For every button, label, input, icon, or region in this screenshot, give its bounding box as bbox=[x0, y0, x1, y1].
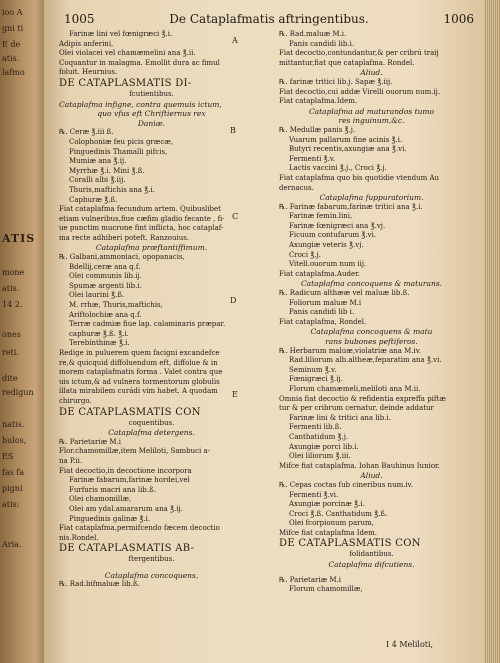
text-line: ue punctim mucrone fint inflicta, hoc cataplaf- bbox=[59, 224, 224, 233]
recipe-title: Coralli albi ℥.iij. bbox=[69, 176, 126, 185]
text-line: Coquantur in malagma. Emollit dura ac fimul bbox=[59, 58, 220, 67]
text-line: Fiat cataplafma fecundum artem. Quibuslibet bbox=[59, 205, 221, 214]
recipe-title: Cataplafma infigne, contra quemuis ictum, bbox=[59, 99, 222, 109]
recipe-title: Fermenti ℥.v. bbox=[289, 154, 336, 163]
recipe-title: Olei liliorum ℥.iii. bbox=[289, 452, 351, 461]
recipe-title: Bdellij,ceræ ana q.f. bbox=[69, 262, 141, 271]
text-line: re,& quicquid diffoluendum eft, diffolue & in bbox=[59, 358, 218, 367]
recipe-title: Axungiæ porci lib.i. bbox=[289, 442, 359, 451]
recipe-title: Olei fcorpionum parum, bbox=[289, 519, 374, 528]
left-page-fragment: ES bbox=[2, 452, 14, 461]
recipe-title: Cataplafma difcutiens. bbox=[328, 560, 415, 570]
left-page-fragment: E de bbox=[2, 40, 21, 49]
text-line: morem cataplafmatis forma . Valet contra que bbox=[59, 368, 223, 377]
text-line: ℞. Cepas coctas fub cineribus num.iv. bbox=[279, 480, 414, 489]
left-page-fragment: ones bbox=[2, 330, 21, 339]
signature-mark: I 4 Meliloti, bbox=[386, 640, 434, 649]
text-line: ℞. Farinæ fabarum,farinæ tritici ana ℥.i. bbox=[279, 202, 423, 211]
left-page-fragment: dite bbox=[2, 374, 18, 383]
left-page-fragment: pigni bbox=[2, 484, 23, 493]
text-line: nis.Rondel. bbox=[59, 533, 99, 542]
recipe-title: Pinguedinis galinæ ℥.i. bbox=[69, 514, 151, 523]
text-line: Redige in puluerem quem facigni excandefce bbox=[59, 349, 220, 357]
running-title: De Cataplafmatis aftringentibus. bbox=[169, 12, 369, 26]
text-line: ℞. Radicum althææ vel maluæ lib.ß. bbox=[279, 289, 410, 298]
book-page bbox=[44, 0, 484, 663]
text-line: ℞. Herbarum maluæ,violatriæ ana M.iv. bbox=[279, 346, 422, 355]
text-line: Mifce fiat cataplafma. Iohan Bauhinus Iunior. bbox=[279, 461, 440, 470]
text-line: Mifce fiat cataplafma Idem. bbox=[279, 528, 378, 537]
text-line: Fiat cataplafma,permifcendo fæcem decoctio bbox=[59, 524, 220, 533]
text-line: uis ictum,& ad vulnera tormentorum globulis bbox=[59, 377, 220, 386]
left-page-fragment: fas fa bbox=[2, 468, 25, 477]
left-page-fragment: ATIS bbox=[2, 232, 36, 245]
margin-letter-b: B bbox=[230, 126, 236, 135]
recipe-title: Cataplafma præftantiffimum. bbox=[95, 243, 208, 253]
text-line: illata mirabilem curádi vim habet. A quodam bbox=[59, 387, 218, 396]
text-line: Fiat cataplafma.Idem. bbox=[279, 97, 358, 106]
recipe-title: Furfuris macri ana lib.ß. bbox=[69, 485, 156, 494]
text-line: ℞. Ceræ ℥.iii ß. bbox=[59, 128, 114, 137]
recipe-title: Terebinthinæ ℥.i. bbox=[69, 339, 130, 348]
recipe-title: Caphuræ ℥.ß. bbox=[69, 195, 118, 204]
text-line: ℞. Rad.maluæ M.i. bbox=[279, 30, 347, 38]
recipe-title: Fœnigræci ℥.ij. bbox=[289, 375, 343, 384]
section-heading: DE CATAPLASMATIS DI- bbox=[59, 77, 192, 89]
text-line: chirurgo. bbox=[59, 396, 92, 405]
margin-letter-d: D bbox=[230, 296, 237, 305]
recipe-title: Olei am ydal.amararum ana ℥.ij. bbox=[69, 504, 183, 513]
text-line: Fiat cataplafma.Auder. bbox=[279, 269, 360, 278]
text-line: ℞. Galbani,ammoniaci, opopanacis, bbox=[59, 253, 185, 262]
left-page-fragment: mone bbox=[2, 268, 25, 277]
left-page-fragment: atis: bbox=[2, 500, 20, 509]
recipe-title: Panis candidi lib.i. bbox=[289, 39, 355, 48]
section-heading: DE CATAPLASMATIS CON bbox=[279, 538, 421, 550]
recipe-title: Ariftolochiæ ana q.f. bbox=[69, 310, 142, 319]
left-text-column bbox=[59, 30, 244, 590]
left-page-fragment: 14 2. bbox=[2, 300, 23, 309]
recipe-title: Farinæ fœnigræci ana ℥.vj. bbox=[289, 221, 386, 230]
text-line: Fiat cataplafma, Rondel. bbox=[279, 317, 367, 326]
text-line: ℞. Parietariæ M.i bbox=[59, 437, 122, 446]
recipe-title: Vuarum pallarum fine acinis ℥.i. bbox=[289, 135, 403, 144]
text-line: etiam vulneribus,fiue cæfim gladio fecante , fi- bbox=[59, 214, 225, 223]
recipe-title: Axungiæ porcinæ ℥.i. bbox=[289, 500, 365, 509]
text-line: Omnia fiat decoctio & refidentia expreffa piftæ bbox=[279, 394, 446, 403]
recipe-title: res inguinum,&c. bbox=[338, 116, 405, 126]
recipe-title: Farinæ femin.lini, bbox=[289, 212, 353, 221]
recipe-title: M. rrhæ, Thuris,maftichis, bbox=[69, 301, 163, 310]
page-number-right: 1006 bbox=[443, 12, 474, 26]
recipe-title: Seminum ℥.v. bbox=[289, 365, 337, 374]
recipe-title: Croci ℥.j. bbox=[289, 250, 321, 259]
recipe-title: Farinæ fabarum,farinæ hordei,vel bbox=[69, 476, 190, 485]
recipe-title: Ficuum contufarum ℥.vi. bbox=[289, 231, 377, 240]
text-line: Olei violacei vel chamæmelini ana ℥.ii. bbox=[59, 49, 196, 58]
recipe-title: Farinæ lini & tritici ana lib.i. bbox=[289, 413, 391, 422]
margin-letter-a: A bbox=[232, 36, 238, 45]
text-line: mittantur,fiat que cataplafma. Rondel. bbox=[279, 58, 415, 67]
left-page-fragment: Aria. bbox=[2, 540, 22, 549]
recipe-title: Lactis vaccini ℥.j., Croci ℥.j. bbox=[289, 164, 387, 173]
recipe-title: Aliud. bbox=[360, 471, 383, 481]
recipe-title: Fermenti lib.ß. bbox=[289, 423, 342, 432]
recipe-title: caphuræ ℥.ß. ℥.i. bbox=[69, 329, 129, 338]
running-head bbox=[64, 12, 474, 28]
text-line: ftergentibus. bbox=[128, 555, 175, 564]
recipe-title: Cataplafma detergens. bbox=[108, 428, 195, 438]
recipe-title: Spumæ argenti lib.i. bbox=[69, 281, 142, 290]
text-line: ℞. Rad.bifmaluæ lib.ß. bbox=[59, 580, 140, 589]
left-page-fragment: atis. bbox=[2, 284, 20, 293]
text-line: Fiat decoctio,cui addæ Virelli ouorum num.ij. bbox=[279, 87, 441, 96]
recipe-title: Olei chamomillæ, bbox=[69, 495, 132, 504]
recipe-title: Colophoniæ feu picis græcæ, bbox=[69, 137, 174, 146]
recipe-title: Foliorum maluæ M.i bbox=[289, 298, 362, 307]
text-line: Fiat cataplafma quo bis quotidie vtendum Au bbox=[279, 173, 440, 182]
text-line: ℞. Parietariæ M.i bbox=[279, 575, 342, 584]
text-line: coquentibus. bbox=[128, 418, 175, 427]
facing-left-page bbox=[0, 0, 44, 663]
recipe-title: Cataplafma concoquens, bbox=[104, 570, 199, 580]
text-line: ma recte adhiberi poteft. Ranzouius. bbox=[59, 233, 190, 242]
recipe-title: Rad.liliorum alb.altheæ,feparatim ana ℥.vi. bbox=[289, 356, 442, 365]
page-number-left: 1005 bbox=[64, 12, 95, 26]
recipe-title: Cataplafma concoquens & matu bbox=[310, 327, 433, 337]
left-page-fragment: redigun bbox=[2, 388, 34, 397]
text-line: foluit. Heurnius. bbox=[59, 68, 118, 77]
text-line: Fiat decoctio,contundantur,& per cribrú traij bbox=[279, 49, 439, 58]
text-line: tur & per cribrum cernatur, deinde addatur bbox=[279, 404, 434, 413]
recipe-title: Panis candidi lib i. bbox=[289, 308, 355, 317]
text-line: folidantibus. bbox=[349, 550, 394, 559]
section-heading: DE CATAPLASMATIS AB- bbox=[59, 543, 195, 555]
left-page-fragment: lafmo bbox=[2, 68, 25, 77]
text-line: fcutientibus. bbox=[129, 89, 174, 98]
margin-letter-c: C bbox=[232, 212, 239, 221]
recipe-title: Thuris,maftichis ana ℥.i. bbox=[69, 185, 155, 194]
text-line: Fiat decoctio,in decoctione incorpora bbox=[59, 466, 192, 475]
left-page-fragment: natis. bbox=[2, 420, 25, 429]
recipe-title: Olei communis lib.ij. bbox=[69, 272, 142, 281]
recipe-title: Myrrhæ ℥.i. Mini ℥.ß. bbox=[69, 166, 145, 175]
text-line: Flor.chamomillæ,item Meliloti, Sambuci a- bbox=[59, 447, 211, 456]
recipe-title: Vitell.ouorum num iij. bbox=[289, 260, 367, 269]
recipe-title: Canthatidum ℥.j. bbox=[289, 432, 349, 441]
recipe-title: Croci ℥.ß. Canthatidum ℥.ß. bbox=[289, 509, 388, 518]
recipe-title: Florum chamomillæ, bbox=[289, 585, 363, 594]
text-line: na P.ii. bbox=[59, 456, 83, 465]
page-edge bbox=[484, 0, 500, 663]
recipe-title: Pinguedinis Thamalli pifcis, bbox=[69, 147, 168, 156]
right-text-column bbox=[279, 30, 464, 595]
recipe-title: Fermenti ℥.vi. bbox=[289, 490, 339, 499]
recipe-title: Terræ cadmiæ fiue lap. calaminaris præpar. bbox=[69, 320, 226, 329]
recipe-title: Axungiæ veteris ℥.vj. bbox=[289, 241, 364, 250]
recipe-title: Cataplafma ad maturandos tumo bbox=[308, 106, 435, 116]
left-page-fragment: gni ti bbox=[2, 24, 24, 33]
text-line: dernacus. bbox=[279, 183, 314, 192]
recipe-title: Cataplafma fuppuratorium. bbox=[319, 193, 424, 203]
recipe-title: quo vfus eft Chriftiernus rex bbox=[97, 109, 206, 119]
recipe-title: Mumiæ ana ℥.ij. bbox=[69, 157, 127, 166]
recipe-title: Olei laurini ℥.ß. bbox=[69, 291, 125, 300]
margin-letter-e: E bbox=[232, 390, 238, 399]
text-line: Adipis anferini, bbox=[59, 39, 114, 48]
recipe-title: Aliud. bbox=[360, 68, 383, 78]
left-page-fragment: ioo A bbox=[2, 8, 23, 17]
recipe-title: Daniæ. bbox=[137, 118, 166, 128]
recipe-title: Farinæ lini vel fœnigræci ℥.i. bbox=[69, 30, 173, 38]
recipe-title: rans bubones peftiferos. bbox=[325, 337, 418, 346]
text-line: ℞. farinæ tritici lib.j. Sapæ ℥.iij. bbox=[279, 77, 393, 86]
left-page-fragment: bulos, bbox=[2, 436, 27, 445]
left-page-fragment: reti. bbox=[2, 348, 19, 357]
text-line: ℞. Medullæ panis ℥.j. bbox=[279, 125, 356, 134]
recipe-title: Butyri recentis,axungiæ ana ℥.vi. bbox=[289, 145, 407, 154]
section-heading: DE CATAPLASMATIS CON bbox=[59, 406, 201, 418]
recipe-title: Florum chamæmeli,meliloti ana M.ii. bbox=[289, 384, 421, 393]
recipe-title: Cataplafma concoquens & maturans. bbox=[300, 279, 443, 289]
left-page-fragment: atis. bbox=[2, 54, 20, 63]
